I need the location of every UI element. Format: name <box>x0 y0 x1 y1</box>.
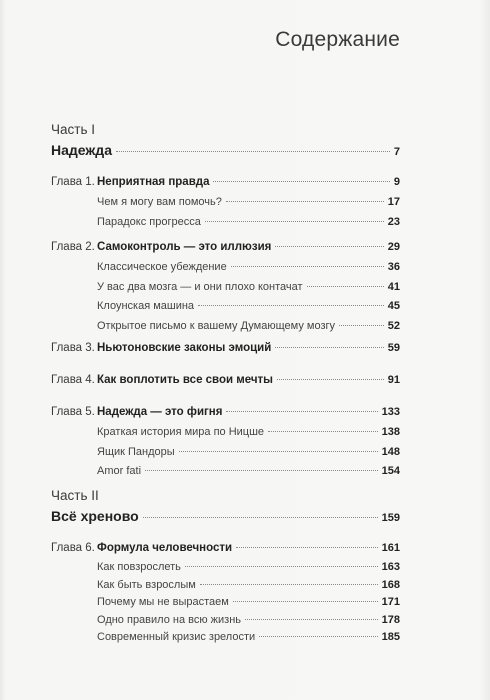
toc-row <box>0 216 400 234</box>
toc-row <box>0 614 400 632</box>
page-number: 23 <box>387 215 400 228</box>
page-number: 41 <box>387 280 400 293</box>
page-number: 59 <box>387 342 400 354</box>
dot-leader <box>268 431 378 432</box>
dot-leader <box>145 470 378 471</box>
dot-leader <box>236 547 378 548</box>
chapter-label: Глава 3. <box>51 342 95 354</box>
toc-row <box>0 631 400 649</box>
section-title: Как повзрослеть <box>97 561 181 573</box>
dot-leader <box>275 246 383 247</box>
section-title: Краткая история мира по Ницше <box>97 426 265 438</box>
page-number: 17 <box>387 196 400 208</box>
dot-leader <box>231 266 384 267</box>
toc-row <box>0 281 400 299</box>
page-number: 45 <box>387 300 400 312</box>
section-title: Одно правило на всю жизнь <box>97 613 242 626</box>
dot-leader <box>307 286 384 287</box>
page-number: 154 <box>381 465 400 477</box>
toc-row <box>0 406 400 424</box>
page-number: 9 <box>393 176 400 188</box>
page-number: 52 <box>387 319 400 332</box>
toc-row <box>0 579 400 597</box>
dot-leader <box>226 411 377 412</box>
dot-leader <box>275 347 383 348</box>
toc-row <box>0 241 400 259</box>
chapter-title: Самоконтроль — это иллюзия <box>97 241 272 253</box>
dot-leader <box>143 517 378 518</box>
chapter-label: Глава 6. <box>51 542 95 554</box>
toc-row <box>0 261 400 279</box>
dot-leader <box>116 151 390 152</box>
page-number: 171 <box>381 596 400 608</box>
dot-leader <box>245 619 378 620</box>
dot-leader <box>200 584 378 585</box>
dot-leader <box>226 201 384 202</box>
toc-row <box>0 508 400 526</box>
part-title: Надежда <box>51 142 112 158</box>
part-title: Всё хреново <box>51 508 139 524</box>
dot-leader <box>213 181 389 182</box>
chapter-label: Глава 1. <box>51 176 95 188</box>
toc-row <box>0 142 400 160</box>
toc-row <box>0 596 400 614</box>
page-number: 7 <box>393 146 400 158</box>
section-title: Чем я могу вам помочь? <box>97 196 222 208</box>
section-title: Современный кризис зрелости <box>97 631 256 643</box>
chapter-label: Глава 4. <box>51 374 95 386</box>
toc-row <box>0 320 400 338</box>
dot-leader <box>259 636 377 637</box>
toc-row <box>0 542 400 560</box>
page-number: 178 <box>381 613 400 626</box>
chapter-label: Глава 5. <box>51 406 95 418</box>
page-number: 161 <box>381 542 400 554</box>
page-number: 36 <box>387 261 400 273</box>
dot-leader <box>233 601 378 602</box>
section-title: У вас два мозга — и они плохо контачат <box>97 280 303 293</box>
page-number: 163 <box>381 561 400 573</box>
page-number: 159 <box>381 512 400 524</box>
toc-row <box>0 300 400 318</box>
toc-row <box>0 465 400 483</box>
toc-row <box>0 342 400 360</box>
dot-leader <box>339 325 384 326</box>
page-number: 133 <box>381 406 400 418</box>
page-number: 168 <box>381 578 400 591</box>
toc-row <box>0 426 400 444</box>
toc-row <box>0 176 400 194</box>
page-number: 29 <box>387 241 400 253</box>
section-title: Классическое убеждение <box>97 261 227 273</box>
page-number: 148 <box>381 445 400 458</box>
dot-leader <box>205 221 384 222</box>
section-title: Как быть взрослым <box>97 578 196 591</box>
dot-leader <box>179 451 378 452</box>
section-title: Amor fati <box>97 465 142 477</box>
section-title: Почему мы не вырастаем <box>97 596 229 608</box>
dot-leader <box>277 379 384 380</box>
toc-row <box>0 561 400 579</box>
dot-leader <box>198 305 384 306</box>
toc-row <box>0 446 400 464</box>
part-label: Часть I <box>51 122 95 137</box>
chapter-label: Глава 2. <box>51 241 95 253</box>
chapter-title: Надежда — это фигня <box>97 406 223 418</box>
toc-row <box>0 196 400 214</box>
part-label: Часть II <box>51 488 99 503</box>
page-number: 91 <box>387 374 400 386</box>
section-title: Открытое письмо к вашему Думающему мозгу <box>97 319 335 332</box>
section-title: Ящик Пандоры <box>97 445 175 458</box>
chapter-title: Как воплотить все свои мечты <box>97 374 274 386</box>
page-number: 185 <box>381 631 400 643</box>
page-number: 138 <box>381 426 400 438</box>
dot-leader <box>185 566 378 567</box>
chapter-title: Формула человечности <box>97 542 233 554</box>
chapter-title: Ньютоновские законы эмоций <box>97 342 272 354</box>
toc-row <box>0 374 400 392</box>
chapter-title: Неприятная правда <box>97 176 210 188</box>
section-title: Парадокс прогресса <box>97 215 201 228</box>
section-title: Клоунская машина <box>97 300 195 312</box>
page-title: Содержание <box>275 28 400 51</box>
